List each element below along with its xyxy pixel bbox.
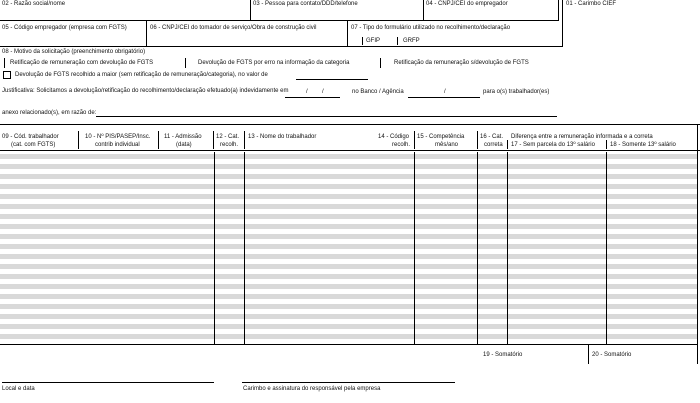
contato-input[interactable] bbox=[251, 8, 422, 20]
col-12-header: 12 - Cat. bbox=[216, 134, 240, 140]
devolucao-maior-checkbox[interactable] bbox=[3, 71, 11, 79]
col-separator bbox=[507, 152, 508, 344]
col-12-subheader: recolh. bbox=[220, 142, 239, 148]
col-separator bbox=[507, 140, 508, 149]
table-row[interactable] bbox=[0, 174, 697, 179]
col-18-header: 18 - Somente 13º salário bbox=[610, 142, 676, 148]
table-row[interactable] bbox=[0, 324, 697, 329]
field-05-label: 05 - Código empregador (empresa com FGTS) bbox=[2, 25, 127, 31]
local-data-label: Local e data bbox=[2, 386, 35, 392]
option-3-label: Retificação da remuneração s/devolução de FGTS bbox=[394, 60, 529, 66]
devolucao-categoria-checkbox[interactable] bbox=[185, 58, 186, 68]
col-separator bbox=[477, 131, 478, 149]
divider bbox=[588, 345, 589, 364]
table-body[interactable] bbox=[0, 152, 700, 344]
table-row[interactable] bbox=[0, 234, 697, 239]
col-14-subheader: recolh. bbox=[392, 142, 411, 148]
col-16-header: 16 - Cat. bbox=[480, 134, 504, 140]
retificacao-devolucao-checkbox[interactable] bbox=[4, 58, 5, 68]
table-row[interactable] bbox=[0, 314, 697, 319]
col-separator bbox=[244, 152, 245, 344]
somatorio-19-label: 19 - Somatório bbox=[483, 352, 523, 358]
banco-input[interactable] bbox=[408, 97, 480, 98]
trabalhadores-label: para o(s) trabalhador(es) bbox=[483, 89, 550, 95]
col-separator bbox=[213, 131, 214, 149]
col-separator bbox=[214, 152, 215, 344]
col-separator bbox=[414, 152, 415, 344]
col-separator bbox=[414, 131, 415, 149]
justificativa-text: Justificativa: Solicitamos a devolução/retificação do recolhimento/declaração efetuado(a) indevidamente em bbox=[2, 88, 289, 94]
table-row[interactable] bbox=[0, 304, 697, 309]
motivo-title: 08 - Motivo da solicitação (preenchimento obrigatório) bbox=[2, 49, 146, 55]
field-06-label: 06 - CNPJ/CEI do tomador de serviço/Obra de construção civil bbox=[150, 25, 317, 31]
field-02-label: 02 - Razão social/nome bbox=[2, 1, 66, 7]
local-data-input[interactable] bbox=[2, 382, 214, 383]
divider bbox=[0, 150, 700, 151]
table-right-border bbox=[697, 124, 698, 364]
data-input[interactable] bbox=[285, 97, 340, 98]
table-row[interactable] bbox=[0, 194, 697, 199]
table-row[interactable] bbox=[0, 204, 697, 209]
table-row[interactable] bbox=[0, 184, 697, 189]
option-4-label: Devolução de FGTS recolhido a maior (sem retificação de remuneração/categoria), no valor de bbox=[15, 72, 268, 78]
col-13-header: 13 - Nome do trabalhador bbox=[248, 134, 317, 140]
divider bbox=[0, 20, 559, 21]
table-row[interactable] bbox=[0, 334, 697, 339]
divider bbox=[562, 0, 563, 46]
col-09-header: 09 - Cód. trabalhador bbox=[2, 134, 59, 140]
table-row[interactable] bbox=[0, 214, 697, 219]
cnpj-tomador-input[interactable] bbox=[148, 32, 346, 45]
option-1-label: Retificação de remuneração com devolução de FGTS bbox=[10, 60, 154, 66]
table-row[interactable] bbox=[0, 254, 697, 259]
somatorio-20-label: 20 - Somatório bbox=[592, 352, 632, 358]
retificacao-sem-devolucao-checkbox[interactable] bbox=[380, 58, 381, 68]
field-03-label: 03 - Pessoa para contato/DDD/telefone bbox=[253, 1, 358, 7]
gfip-label: GFIP bbox=[366, 38, 381, 44]
carimbo-assinatura-label: Carimbo e assinatura do responsável pela empresa bbox=[243, 386, 381, 392]
table-row[interactable] bbox=[0, 244, 697, 249]
divider bbox=[0, 46, 563, 47]
anexo-label: anexo relacionado(s), em razão de: bbox=[2, 110, 97, 116]
table-row[interactable] bbox=[0, 164, 697, 169]
razao-social-input[interactable] bbox=[0, 8, 249, 20]
col-09-subheader: (cat. com FGTS) bbox=[11, 142, 56, 148]
valor-input[interactable] bbox=[296, 79, 368, 80]
table-row[interactable] bbox=[0, 274, 697, 279]
date-separator: / bbox=[322, 89, 324, 95]
table-row[interactable] bbox=[0, 224, 697, 229]
divider bbox=[558, 0, 559, 20]
col-separator bbox=[158, 131, 159, 149]
somatorio-19-input[interactable] bbox=[478, 358, 586, 366]
date-separator: / bbox=[306, 89, 308, 95]
col-10-header: 10 - Nº PIS/PASEP/Insc. bbox=[85, 134, 151, 140]
grfp-checkbox[interactable] bbox=[397, 37, 398, 45]
col-14-header: 14 - Código bbox=[378, 134, 410, 140]
somatorio-20-input[interactable] bbox=[590, 358, 696, 366]
col-16-subheader: correta bbox=[484, 142, 503, 148]
col-separator bbox=[477, 152, 478, 344]
col-17-header: 17 - Sem parcela do 13º salário bbox=[511, 142, 595, 148]
banco-label: no Banco / Agência bbox=[352, 89, 404, 95]
field-07-label: 07 - Tipo do formulário utilizado no recolhimento/declaração bbox=[351, 25, 511, 31]
col-15-header: 15 - Competência bbox=[417, 134, 465, 140]
col-separator bbox=[606, 140, 607, 149]
diferenca-header: Diferença entre a remuneração informada e a correta bbox=[511, 134, 653, 140]
carimbo-assinatura-input[interactable] bbox=[242, 382, 455, 383]
table-row[interactable] bbox=[0, 264, 697, 269]
col-11-header: 11 - Admissão bbox=[164, 134, 202, 140]
cnpj-empregador-input[interactable] bbox=[424, 8, 557, 20]
col-15-subheader: mês/ano bbox=[435, 142, 459, 148]
col-separator bbox=[606, 152, 607, 344]
col-10-subheader: contrib individual bbox=[95, 142, 140, 148]
codigo-empregador-input[interactable] bbox=[0, 32, 145, 45]
divider bbox=[146, 21, 147, 46]
banco-separator: / bbox=[444, 89, 446, 95]
grfp-label: GRFP bbox=[403, 38, 420, 44]
col-separator bbox=[78, 131, 79, 149]
divider bbox=[0, 344, 698, 345]
field-04-label: 04 - CNPJ/CEI do empregador bbox=[426, 1, 508, 7]
field-01-label: 01 - Carimbo CIEF bbox=[566, 1, 617, 7]
table-row[interactable] bbox=[0, 284, 697, 289]
option-2-label: Devolução de FGTS por erro na informação da categoria bbox=[198, 60, 350, 66]
razao-input[interactable] bbox=[96, 116, 557, 117]
gfip-checkbox[interactable] bbox=[362, 37, 363, 45]
col-11-subheader: (data) bbox=[176, 142, 192, 148]
divider bbox=[347, 21, 348, 46]
col-separator bbox=[244, 131, 245, 149]
table-row[interactable] bbox=[0, 294, 697, 299]
divider bbox=[0, 124, 700, 125]
table-row[interactable] bbox=[0, 154, 697, 159]
